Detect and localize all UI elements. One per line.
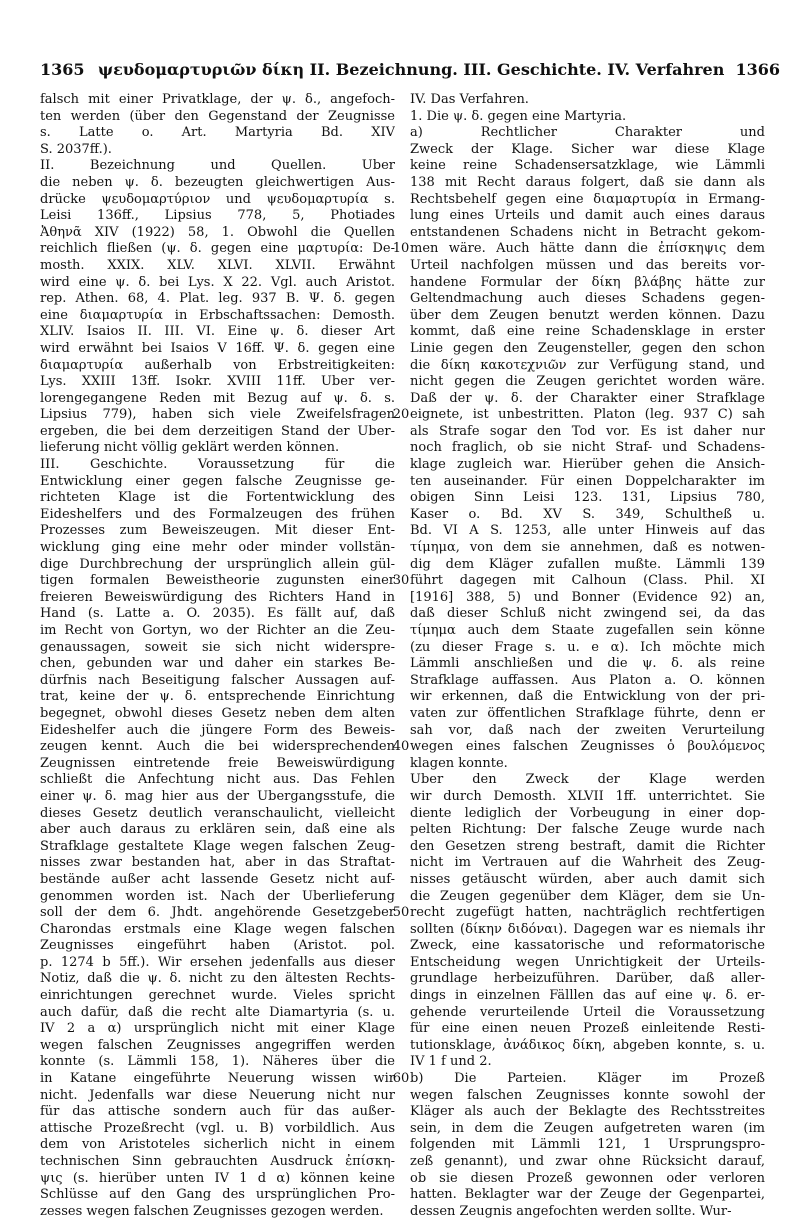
text-line: Charondas erstmals eine Klage wegen falschen [40,921,395,937]
text-line: lieferung nicht völlig geklärt werden können. [40,440,340,456]
text-line: entstandenen Schadens nicht in Betracht gekom- [410,224,765,240]
text-line: διαμαρτυρία außerhalb von Erbstreitigkeiten: [40,357,395,373]
line-number: 10 [392,241,410,257]
text-line: XLIV. Isaios II. III. VI. Eine ψ. δ. dieser Art [40,324,395,340]
text-line: tigen formalen Beweistheorie zugunsten einer [40,573,395,589]
text-line: zeß genannt), und zwar ohne Rücksicht darauf, [410,1154,765,1169]
text-line: τίμημα, von dem sie annehmen, daß es notwen- [410,540,765,556]
text-line: a) Rechtlicher Charakter und [410,125,765,141]
text-line: dessen Zeugnis angefochten werden sollte. Wur- [410,1203,732,1219]
text-line: Zweck, eine kassatorische und reformatorische [410,938,765,954]
line-number: 20 [392,407,410,423]
text-line: handene Formular der δίκη βλάβης hätte zur [410,274,765,290]
text-line: konnte (s. Lämmli 158, 1). Näheres über die [40,1054,395,1070]
text-line: falsch mit einer Privatklage, der ψ. δ., angefoch- [40,92,395,107]
text-line: eignete, ist unbestritten. Platon (leg. 937 C) sah [410,407,765,423]
text-line: ten werden (über den Gegenstand der Zeugnisse [40,108,395,124]
text-line: Kaser o. Bd. XV S. 349, Schultheß u. [410,506,765,522]
text-line: gehende verurteilende Urteil die Voraussetzung [410,1004,765,1020]
text-line: mosth. XXIX. XLV. XLVI. XLVII. Erwähnt [40,257,395,273]
text-line: II. Bezeichnung und Quellen. Über [40,158,395,174]
text-line: obigen Sinn Leisi 123. 131, Lipsius 780, [410,490,765,506]
text-line: τίμημα auch dem Staate zugefallen sein könne [410,623,765,638]
text-line: dieses Gesetz deutlich veranschaulicht, vielleicht [40,805,395,821]
text-line: Daß der ψ. δ. der Charakter einer Strafklage [410,390,765,406]
text-line: Entwicklung einer gegen falsche Zeugnisse ge- [40,473,395,489]
text-line: als Strafe sogar den Tod vor. Es ist daher nur [410,423,765,439]
text-line: zeugen kennt. Auch die bei widersprechenden [40,739,395,755]
text-line: dem von Aristoteles sicherlich nicht in einem [40,1137,395,1153]
text-line: in Katane eingeführte Neuerung wissen wir [40,1071,395,1087]
running-title: ψευδομαρτυριῶν δίκη II. Bezeichnung. III. Geschichte. IV. Verfahren [98,60,725,79]
text-line: lorengegangene Reden mit Bezug auf ψ. δ. s. [40,390,395,406]
text-line: genommen worden ist. Nach der Überlieferung [40,888,395,904]
page-number-right: 1366 [735,60,780,79]
text-line: auch dafür, daß die recht alte Diamartyria (s. u. [40,1004,395,1020]
line-number: 60 [392,1071,410,1087]
text-line: drücke ψευδομαρτύριον und ψευδομαρτυρία s. [40,191,395,207]
text-line: grundlage herbeizuführen. Darüber, daß aller- [410,971,765,987]
text-line: bestände außer acht lassende Gesetz nicht auf- [40,871,395,887]
running-header [40,60,780,86]
text-line: wird eine ψ. δ. bei Lys. X 22. Vgl. auch Aristot. [40,274,395,290]
text-line: Kläger als auch der Beklagte des Rechtsstreites [410,1104,765,1120]
text-line: Urteil nachfolgen müssen und das bereits vor- [410,257,765,273]
right-column [410,92,765,1220]
text-line: Zeugnissen eintretende freie Beweiswürdigung [40,755,395,771]
text-line: hatten. Beklagter war der Zeuge der Gegenpartei, [410,1187,765,1203]
text-line: kommt, daß eine reine Schadensklage in erster [410,324,765,340]
text-line: Rechtsbehelf gegen eine διαμαρτυρία in Ermang- [410,191,765,207]
text-line: trat, keine der ψ. δ. entsprechende Einrichtung [40,689,395,705]
text-line: p. 1274 b 5ff.). Wir ersehen jedenfalls aus dieser [40,954,395,970]
text-line: nicht im Vertrauen auf die Wahrheit des Zeug- [410,855,765,871]
text-line: 1. Die ψ. δ. gegen eine Martyria. [410,108,627,124]
text-line: Lipsius 779), haben sich viele Zweifelsfragen [40,407,395,423]
text-line: noch fraglich, ob sie nicht Straf- und Schadens- [410,440,765,456]
text-line: klagen konnte. [410,755,508,771]
line-number: 30 [392,573,410,589]
text-line: s. Latte o. Art. Martyria Bd. XIV [40,125,395,141]
text-line: chen, gebunden war und daher ein starkes Be- [40,656,395,672]
text-line: Linie gegen den Zeugensteller, gegen den schon [410,340,765,356]
text-line: Notiz, daß die ψ. δ. nicht zu den ältesten Rechts- [40,971,395,987]
text-line: einer ψ. δ. mag hier aus der Übergangsstufe, die [40,788,395,804]
text-line: Bd. VI A S. 1253, alle unter Hinweis auf das [410,523,765,539]
text-line: nicht. Jedenfalls war diese Neuerung nicht nur [40,1087,395,1103]
line-number: 50 [392,905,410,921]
text-line: sollten (δίκην διδόναι). Dagegen war es niemals ihr [410,921,765,937]
text-line: III. Geschichte. Voraussetzung für die [40,457,395,473]
page-number-left: 1365 [40,60,85,79]
text-line: Lämmli anschließen und die ψ. δ. als reine [410,656,765,672]
text-line: ob sie diesen Prozeß gewonnen oder verloren [410,1170,765,1186]
text-line: die neben ψ. δ. bezeugten gleichwertigen Aus- [40,174,395,190]
text-line: sein, in dem die Zeugen aufgetreten waren (im [410,1120,765,1136]
text-line: recht zugefügt hatten, nachträglich rechtfertigen [410,905,765,921]
text-line: führt dagegen mit Calhoun (Class. Phil. XI [410,573,765,589]
left-column [40,92,395,1220]
text-line: b) Die Parteien. Kläger im Prozeß [410,1071,765,1087]
text-line: [1916] 388, 5) und Bonner (Evidence 92) an, [410,589,765,605]
text-line: nicht gegen die Zeugen gerichtet worden wäre. [410,374,765,390]
text-line: wegen falschen Zeugnisses angegriffen werden [40,1037,395,1053]
text-line: attische Prozeßrecht (vgl. u. B) vorbildlich. Aus [40,1120,395,1136]
text-line: Schlüsse auf den Gang des ursprünglichen Pro- [40,1187,395,1203]
text-line: folgenden mit Lämmli 121, 1 Ursprungspro- [410,1137,765,1153]
text-line: pelten Richtung: Der falsche Zeuge wurde nach [410,822,765,838]
text-line: Geltendmachung auch dieses Schadens gegen- [410,291,765,307]
text-line: nisses zwar bestanden hat, aber in das Straftat- [40,855,395,871]
line-number: 40 [392,739,410,755]
text-line: vaten zur öffentlichen Strafklage führte, denn er [410,705,765,721]
text-line: begegnet, obwohl dieses Gesetz neben dem alten [40,705,395,721]
text-line: Prozesses zum Beweiszeugen. Mit dieser Ent- [40,523,395,539]
text-line: reichlich fließen (ψ. δ. gegen eine μαρτυρία: De- [40,241,395,257]
text-line: daß dieser Schluß nicht zwingend sei, da das [410,606,765,622]
text-line: wegen eines falschen Zeugnisses ὁ βουλόμενος [410,739,765,755]
text-line: soll der dem 6. Jhdt. angehörende Gesetzgeber [40,905,395,921]
text-line: ψις (s. hierüber unten IV 1 d α) können keine [40,1170,395,1186]
text-line: dige Durchbrechung der ursprünglich allein gül- [40,556,395,572]
text-line: wird erwähnt bei Isaios V 16ff. Ψ. δ. gegen eine [40,340,395,356]
text-line: wir erkennen, daß die Entwicklung von der pri- [410,689,765,705]
text-line: freieren Beweiswürdigung des Richters Hand in [40,589,395,605]
text-line: IV 2 a α) ursprünglich nicht mit einer Klage [40,1021,395,1037]
text-line: men wäre. Auch hätte dann die ἐπίσκηψις dem [410,241,765,257]
text-line: die δίκη κακοτεχνιῶν zur Verfügung stand, und [410,357,765,373]
text-line: Zeugnisses eingeführt haben (Aristot. pol. [40,938,395,954]
text-line: klage zugleich war. Hierüber gehen die Ansich- [410,457,765,473]
text-line: ergeben, die bei dem derzeitigen Stand der Über- [40,423,395,439]
text-line: sah vor, daß nach der zweiten Verurteilung [410,722,765,738]
text-line: eine διαμαρτυρία in Erbschaftssachen: Demosth. [40,307,395,323]
text-line: 138 mit Recht daraus folgert, daß sie dann als [410,174,765,190]
text-line: Strafklage auffassen. Aus Platon a. O. können [410,672,765,688]
text-line: den Gesetzen streng bestraft, damit die Richter [410,838,765,854]
text-line: wicklung ging eine mehr oder minder vollstän- [40,540,395,556]
text-line: Über den Zweck der Klage werden [410,772,765,788]
text-line: nisses getäuscht würden, aber auch damit sich [410,871,765,887]
text-line: Entscheidung wegen Unrichtigkeit der Urteils- [410,954,765,970]
text-line: richteten Klage ist die Fortentwicklung des [40,490,395,506]
text-line: diente lediglich der Vorbeugung in einer dop- [410,805,765,821]
text-line: dürfnis nach Beseitigung falscher Aussagen auf- [40,672,395,688]
text-line: ten auseinander. Für einen Doppelcharakter im [410,473,765,489]
text-line: genaussagen, soweit sie sich nicht widerspre- [40,639,395,655]
text-line: zesses wegen falschen Zeugnisses gezogen werden. [40,1203,384,1219]
text-line: für eine einen neuen Prozeß einleitende Resti- [410,1021,765,1037]
text-line: Ἀθηνᾶ XIV (1922) 58, 1. Obwohl die Quellen [40,224,395,240]
text-line: schließt die Anfechtung nicht aus. Das Fehlen [40,772,395,788]
text-line: Strafklage gestaltete Klage wegen falschen Zeug- [40,838,395,854]
text-line: tutionsklage, ἀνάδικος δίκη, abgeben konnte, s. u. [410,1037,765,1053]
text-line: im Recht von Gortyn, wo der Richter an die Zeu- [40,623,395,638]
text-line: Eideshelfer auch die jüngere Form des Beweis- [40,722,395,738]
text-line: technischen Sinn gebrauchten Ausdruck ἐπίσκη- [40,1154,395,1169]
text-line: einrichtungen gerechnet wurde. Vieles spricht [40,988,395,1004]
text-line: für das attische sondern auch für das außer- [40,1104,395,1120]
text-line: Zweck der Klage. Sicher war diese Klage [410,141,765,157]
text-line: lung eines Urteils und damit auch eines daraus [410,208,765,224]
text-line: Eideshelfers und des Formalzeugen des frühen [40,506,395,522]
text-line: Lys. XXIII 13ff. Isokr. XVIII 11ff. Über ver- [40,374,395,390]
text-line: dings in einzelnen Fälllen das auf eine ψ. δ. er- [410,988,765,1004]
text-line: dig dem Kläger zufallen mußte. Lämmli 139 [410,556,765,572]
text-line: rep. Athen. 68, 4. Plat. leg. 937 B. Ψ. δ. gegen [40,291,395,307]
text-line: keine reine Schadensersatzklage, wie Lämmli [410,158,765,174]
text-line: Leisi 136ff., Lipsius 778, 5, Photiades [40,208,395,224]
text-line: aber auch daraus zu erklären sein, daß eine als [40,822,395,838]
text-line: über dem Zeugen benutzt werden können. Dazu [410,307,765,323]
text-line: wegen falschen Zeugnisses konnte sowohl der [410,1087,765,1103]
text-line: die Zeugen gegenüber dem Kläger, dem sie Un- [410,888,765,904]
text-line: IV. Das Verfahren. [410,92,529,107]
text-line: wir durch Demosth. XLVII 1ff. unterrichtet. Sie [410,788,765,804]
text-line: S. 2037ff.). [40,141,112,157]
text-line: Hand (s. Latte a. O. 2035). Es fällt auf, daß [40,606,395,622]
text-line: IV 1 f und 2. [410,1054,492,1070]
text-line: (zu dieser Frage s. u. e α). Ich möchte mich [410,639,765,655]
